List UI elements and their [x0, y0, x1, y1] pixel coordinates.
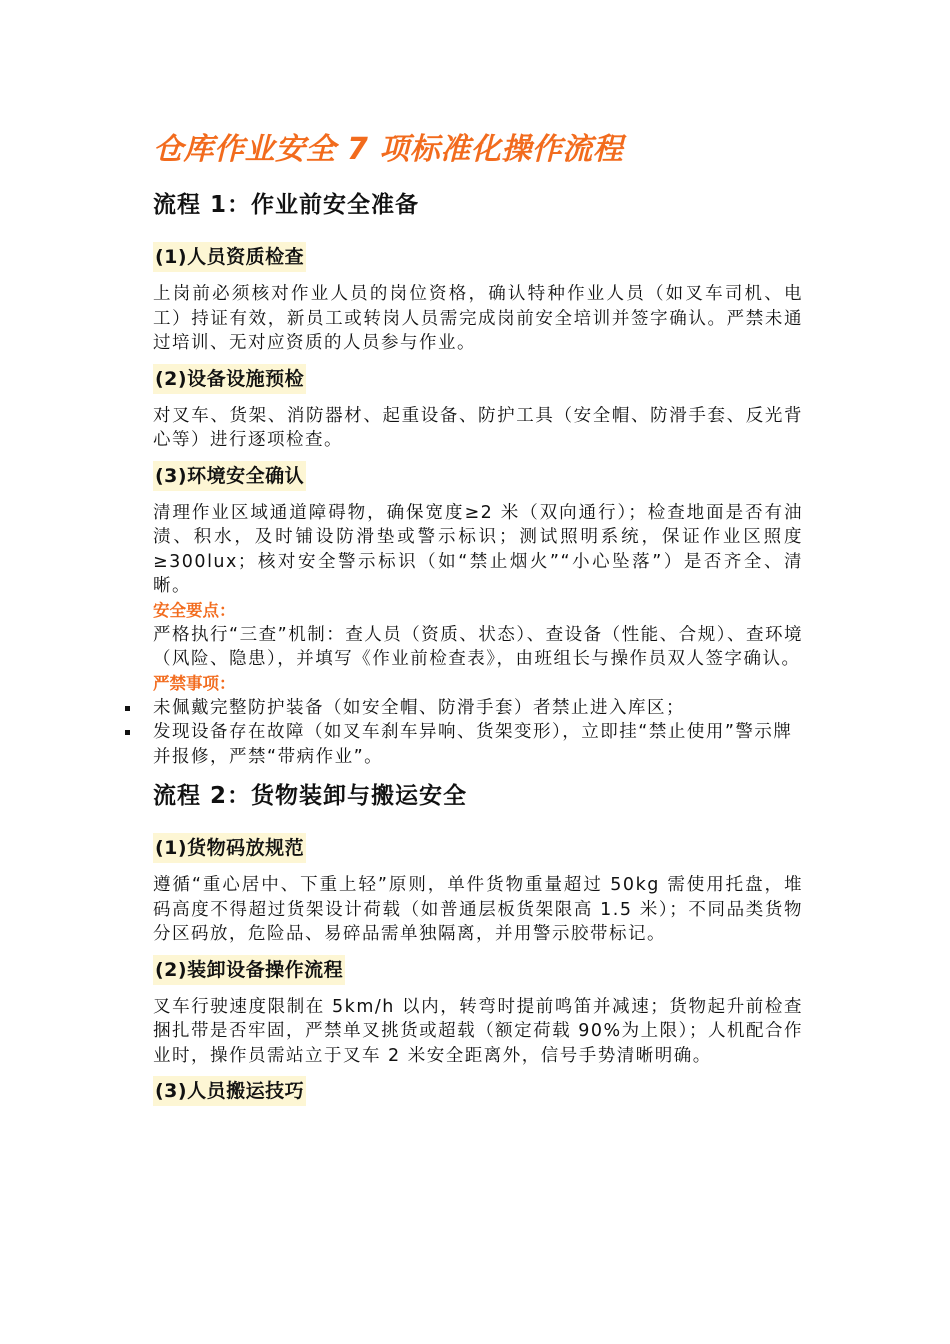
step-1-section-1 — [153, 242, 803, 356]
prohibited-list — [153, 696, 803, 770]
step-1-section-3 — [153, 461, 803, 599]
section-heading: (1)人员资质检查 — [153, 242, 306, 272]
section-heading: (2)设备设施预检 — [153, 364, 306, 394]
step-2-title: 流程 2：货物装卸与搬运安全 — [153, 783, 468, 809]
prohibited-label: 严禁事项： — [153, 673, 236, 693]
bullet-icon — [125, 706, 130, 711]
section-text: 对叉车、货架、消防器材、起重设备、防护工具（安全帽、防滑手套、反光背心等）进行逐项检查。 — [153, 405, 803, 450]
section-text: 清理作业区域通道障碍物，确保宽度≥2 米（双向通行）；检查地面是否有油渍、积水，及时铺设防滑垫或警示标识；测试照明系统，保证作业区照度≥300lux；核对安全警示标识（如“禁止烟火”“小心坠落”）是否齐全、清晰。 — [153, 502, 803, 596]
step-1-title: 流程 1：作业前安全准备 — [153, 192, 420, 218]
section-heading: (3)环境安全确认 — [153, 461, 306, 491]
step-1-section-2 — [153, 364, 803, 453]
key-points-text: 严格执行“三查”机制：查人员（资质、状态）、查设备（性能、合规）、查环境（风险、隐患），并填写《作业前检查表》，由班组长与操作员双人签字确认。 — [153, 624, 803, 669]
step-2-section-1 — [153, 833, 803, 947]
step-2-section-2 — [153, 955, 803, 1069]
step-2-section-3 — [153, 1076, 803, 1116]
bullet-icon — [125, 730, 130, 735]
list-item: 发现设备存在故障（如叉车刹车异响、货架变形），立即挂“禁止使用”警示牌并报修，严禁“带病作业”。 — [153, 720, 803, 769]
section-heading: (2)装卸设备操作流程 — [153, 955, 345, 985]
document-page — [153, 128, 803, 1116]
document-title: 仓库作业安全 7 项标准化操作流程 — [153, 132, 624, 167]
section-text: 叉车行驶速度限制在 5km/h 以内，转弯时提前鸣笛并减速；货物起升前检查捆扎带是否牢固，严禁单叉挑货或超载（额定荷载 90%为上限）；人机配合作业时，操作员需站立于叉车 2 米安全距离外，信号手势清晰明确。 — [153, 996, 803, 1066]
section-text: 上岗前必须核对作业人员的岗位资格，确认特种作业人员（如叉车司机、电工）持证有效，新员工或转岗人员需完成岗前安全培训并签字确认。严禁未通过培训、无对应资质的人员参与作业。 — [153, 284, 803, 353]
section-heading: (1)货物码放规范 — [153, 833, 306, 863]
key-points-label: 安全要点： — [153, 600, 236, 620]
section-heading: (3)人员搬运技巧 — [153, 1076, 306, 1106]
list-item: 未佩戴完整防护装备（如安全帽、防滑手套）者禁止进入库区； — [153, 696, 803, 721]
section-text: 遵循“重心居中、下重上轻”原则，单件货物重量超过 50kg 需使用托盘，堆码高度不得超过货架设计荷载（如普通层板货架限高 1.5 米）；不同品类货物分区码放，危险品、易碎品需单独隔离，并用警示胶带标记。 — [153, 875, 803, 944]
